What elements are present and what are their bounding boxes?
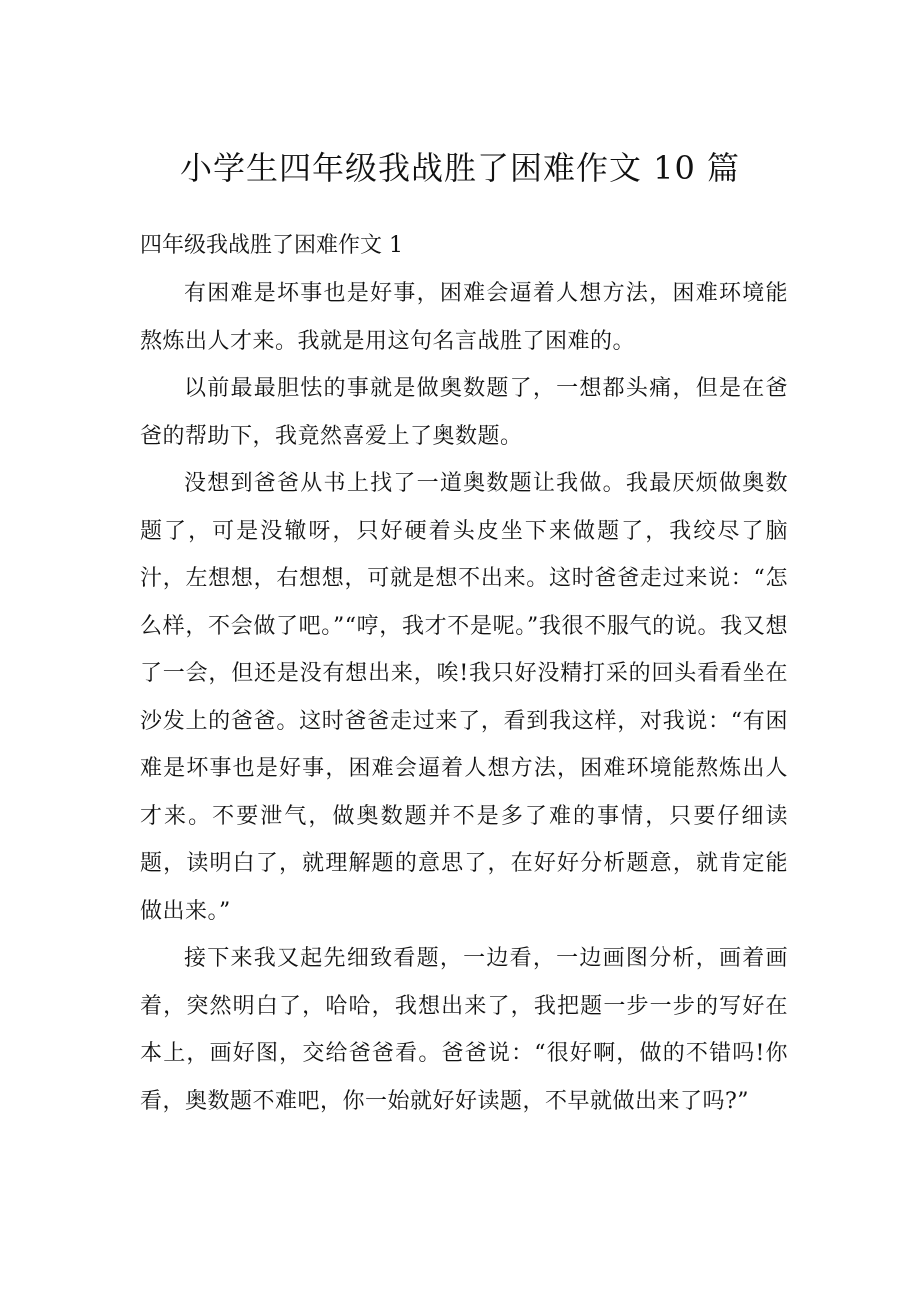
paragraph-1: 有困难是坏事也是好事，困难会逼着人想方法，困难环境能熬炼出人才来。我就是用这句名言战胜了困难的。 — [140, 281, 788, 354]
document-title: 小学生四年级我战胜了困难作文 10 篇 — [179, 149, 741, 187]
section-heading: 四年级我战胜了困难作文 1 — [140, 233, 403, 258]
paragraph-2: 以前最最胆怯的事就是做奥数题了，一想都头痛，但是在爸爸的帮助下，我竟然喜爱上了奥数题。 — [140, 376, 788, 449]
paragraph-4: 接下来我又起先细致看题，一边看，一边画图分析，画着画着，突然明白了，哈哈，我想出来了，我把题一步一步的写好在本上，画好图，交给爸爸看。爸爸说：“很好啊，做的不错吗!你看，奥数题不难吧，你一始就好好读题，不早就做出来了吗?” — [140, 946, 788, 1114]
paragraph-3: 没想到爸爸从书上找了一道奥数题让我做。我最厌烦做奥数题了，可是没辙呀，只好硬着头皮坐下来做题了，我绞尽了脑汁，左想想，右想想，可就是想不出来。这时爸爸走过来说：“怎么样，不会做了吧。”“哼，我才不是呢。”我很不服气的说。我又想了一会，但还是没有想出来，唉!我只好没精打采的回头看看坐在沙发上的爸爸。这时爸爸走过来了，看到我这样，对我说：“有困难是坏事也是好事，困难会逼着人想方法，困难环境能熬炼出人才来。不要泄气，做奥数题并不是多了难的事情，只要仔细读题，读明白了，就理解题的意思了，在好好分析题意，就肯定能做出来。” — [140, 471, 788, 924]
document-body — [140, 222, 788, 1125]
